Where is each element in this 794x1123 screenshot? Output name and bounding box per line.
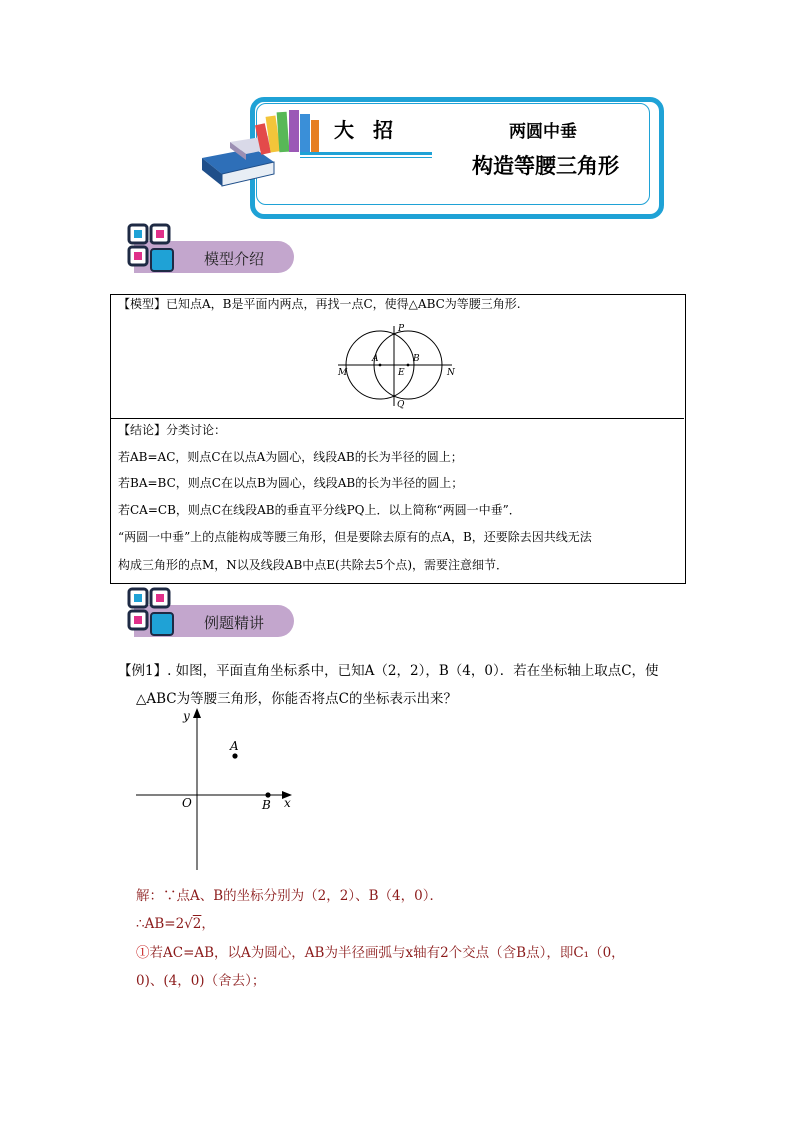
- conclusion-line: 若CA=CB，则点C在线段AB的垂直平分线PQ上．以上简称“两圆一中垂”．: [118, 503, 521, 517]
- label-B: B: [413, 354, 420, 364]
- point-A-label: A: [230, 739, 239, 753]
- solution-line3-text: 若AC=AB，以A为圆心，AB为半径画弧与x轴有2个交点（含B点），即C₁（0，: [149, 945, 625, 961]
- label-E: E: [398, 368, 405, 378]
- solution-line2-prefix: ∴AB=2: [136, 916, 185, 932]
- origin-label: O: [182, 796, 192, 810]
- conclusion-line: 若BA=BC，则点C在以点B为圆心，线段AB的长为半径的圆上；: [118, 476, 464, 490]
- point-B: [265, 792, 270, 797]
- solution-line2-suffix: ，: [201, 916, 215, 932]
- point-B-label: B: [262, 798, 271, 812]
- label-A: A: [372, 354, 379, 364]
- solution-line4: 0)、(4，0)（舍去）；: [136, 973, 266, 989]
- banner-title-line2: 构造等腰三角形: [472, 153, 619, 178]
- conclusion-line: 若AB=AC，则点C在以点A为圆心，线段AB的长为半径的圆上；: [118, 450, 463, 464]
- model-statement: 【模型】已知点A，B是平面内两点，再找一点C，使得△ABC为等腰三角形.: [118, 297, 521, 311]
- label-M: M: [338, 368, 348, 378]
- label-Q: Q: [397, 400, 405, 410]
- axis-x-label: x: [284, 796, 291, 810]
- example-line2: △ABC为等腰三角形，你能否将点C的坐标表示出来？: [136, 691, 457, 707]
- coordinate-graph: [130, 706, 300, 874]
- model-box-divider: [110, 418, 684, 419]
- banner-title-line1: 两圆中垂: [509, 122, 577, 142]
- section-model-intro-label: 模型介绍: [204, 250, 265, 268]
- solution-line1: 解：∵点A、B的坐标分别为（2，2）、B（4，0）．: [136, 888, 443, 904]
- point-A: [232, 753, 237, 758]
- case-number: ①: [136, 945, 150, 961]
- conclusion-line: 构成三角形的点M，N以及线段AB中点E(共除去5个点)，需要注意细节．: [118, 558, 509, 572]
- sqrt-radicand: 2: [192, 916, 202, 932]
- solution-line2: [136, 912, 215, 932]
- conclusion-title: 【结论】分类讨论：: [118, 423, 227, 437]
- section-example-label: 例题精讲: [204, 614, 265, 632]
- label-N: N: [447, 368, 455, 378]
- solution-line3: [136, 941, 625, 961]
- axis-y-label: y: [183, 709, 190, 723]
- example-line1: 【例1】. 如图，平面直角坐标系中，已知A（2，2），B（4，0）．若在坐标轴上取点C，使: [118, 663, 659, 679]
- section-grid-icon: [126, 587, 176, 637]
- two-circles-figure: [330, 318, 470, 414]
- conclusion-line: “两圆一中垂”上的点能构成等腰三角形，但是要除去原有的点A，B，还要除去因共线无法: [118, 530, 592, 544]
- label-P: P: [398, 324, 405, 334]
- section-grid-icon: [126, 223, 176, 273]
- books-icon: [196, 106, 326, 188]
- sqrt-symbol: √: [184, 916, 193, 932]
- banner-big-move: 大 招: [334, 118, 399, 142]
